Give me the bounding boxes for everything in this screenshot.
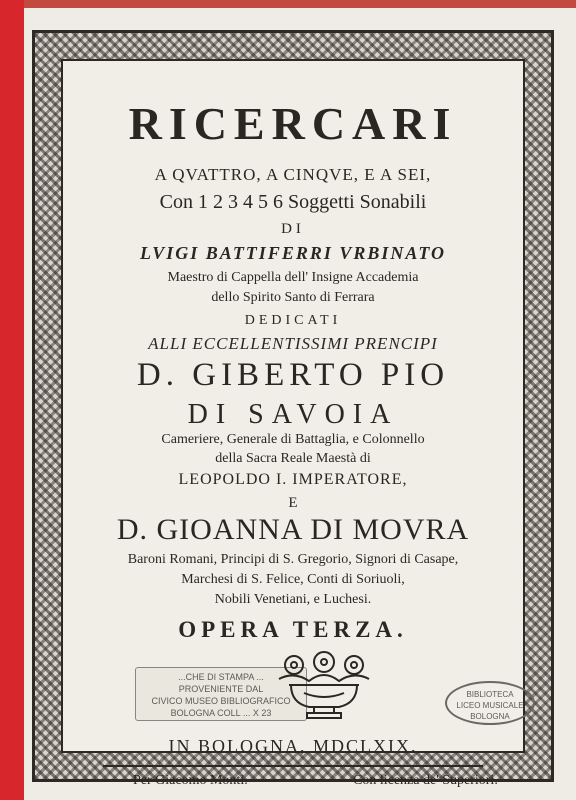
dedicatee-1-title-1: Cameriere, Generale di Battaglia, e Colonnello	[161, 432, 425, 447]
by-line: DI	[281, 221, 305, 237]
top-binding-edge	[24, 0, 576, 8]
flower-vase-ornament-icon	[269, 651, 379, 721]
dedicatee-1-title-2: della Sacra Reale Maestà di	[215, 451, 371, 466]
round-stamp-line-3: BOLOGNA	[470, 712, 510, 721]
library-stamp-line-2: PROVENIENTE DAL	[178, 684, 264, 694]
subtitle-voices: A QVATTRO, A CINQVE, E A SEI,	[154, 165, 432, 184]
round-library-stamp	[445, 681, 535, 725]
woodcut-border-ornament	[32, 30, 554, 788]
round-stamp-line-2: LICEO MUSICALE	[456, 701, 524, 710]
author-role-2: dello Spirito Santo di Ferrara	[211, 290, 375, 305]
library-stamp-line-1: ...CHE DI STAMPA ...	[178, 672, 264, 682]
opus-number: OPERA TERZA.	[178, 617, 408, 642]
dedicatee-2-titles-2: Marchesi di S. Felice, Conti di Soriuoli,	[181, 572, 405, 587]
subtitle-subjects: Con 1 2 3 4 5 6 Soggetti Sonabili	[159, 191, 427, 213]
round-stamp-line-1: BIBLIOTECA	[466, 690, 514, 699]
license-statement: Con licenza de' Superiori.	[353, 773, 498, 788]
dedicatee-1-house: DI SAVOIA	[187, 399, 399, 430]
title-page	[24, 8, 576, 800]
dedicati-heading: DEDICATI	[244, 313, 342, 328]
dedicatee-1-title-3: LEOPOLDO I. IMPERATORE,	[178, 471, 408, 488]
dedicatee-2-name: D. GIOANNA DI MOVRA	[116, 513, 470, 546]
author-name: LVIGI BATTIFERRI VRBINATO	[139, 243, 447, 263]
library-stamp-line-4: BOLOGNA COLL ... X 23	[170, 708, 272, 718]
title-page-text-area	[61, 59, 525, 788]
conjunction: E	[288, 495, 298, 511]
printer-name: Per Giacomo Monti.	[133, 773, 248, 788]
dedicatee-2-titles-3: Nobili Venetiani, e Luchesi.	[214, 592, 372, 607]
imprint-place-date: IN BOLOGNA, MDCLXIX.	[168, 736, 418, 756]
dedicatee-1-name: D. GIBERTO PIO	[136, 357, 450, 393]
red-binding-edge	[0, 0, 24, 800]
author-role-1: Maestro di Cappella dell' Insigne Accademia	[167, 270, 419, 285]
dedication-line: ALLI ECCELLENTISSIMI PRENCIPI	[148, 334, 438, 353]
book-title: RICERCARI	[128, 98, 458, 149]
library-stamp-line-3: CIVICO MUSEO BIBLIOGRAFICO	[151, 696, 291, 706]
dedicatee-2-titles-1: Baroni Romani, Principi di S. Gregorio, Signori di Casape,	[127, 552, 459, 567]
imprint-rule	[103, 765, 483, 767]
